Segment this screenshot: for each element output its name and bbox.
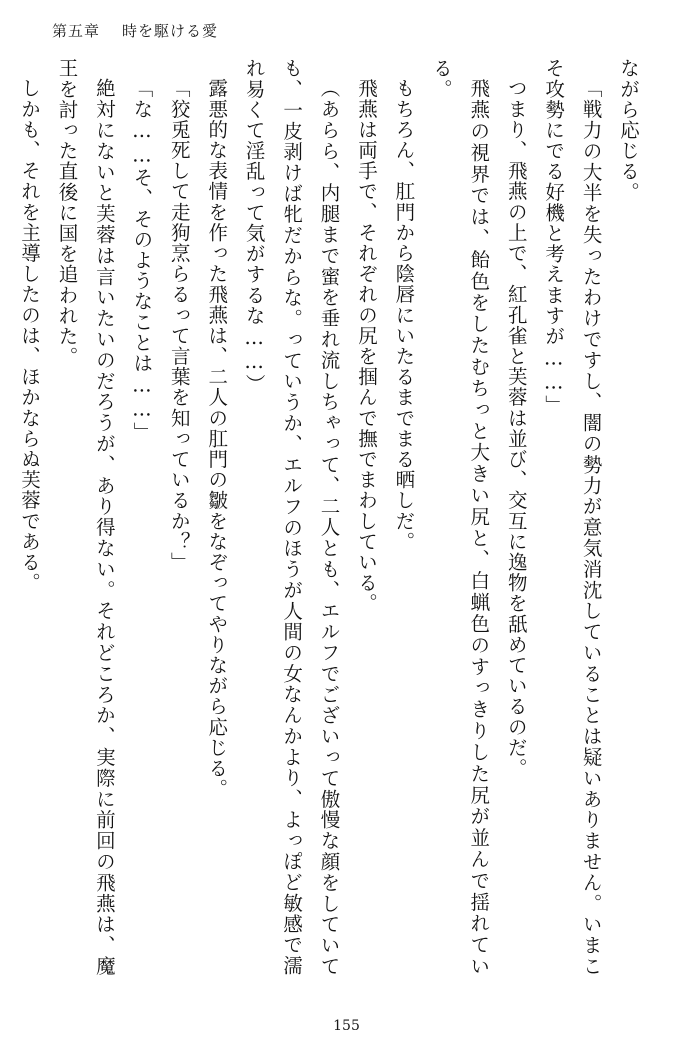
body-text	[18, 58, 647, 976]
paragraph: ながら応じる。	[617, 58, 640, 203]
paragraph: （あらら、内腿まで蜜を垂れ流しちゃって、二人とも、エルフでございって傲慢な顔をしていても、一皮剥けば牝だからな。っていうか、エルフのほうが人間の女なんかより、よっぽど敏感で濡れ易くて淫乱って気がするな……）	[242, 58, 341, 976]
chapter-title: 時を駆ける愛	[122, 21, 219, 40]
paragraph: もちろん、肛門から陰唇にいたるまでまる晒しだ。	[392, 77, 416, 552]
paragraph: 飛燕の視界では、飴色をしたむちっと大きい尻と、白蝋色のすっきりした尻が並んで揺れている。	[429, 58, 491, 976]
paragraph: 絶対にないと芙蓉は言いたいのだろうが、あり得ない。それどころか、実際に前回の飛燕は、魔王を討った直後に国を追われた。	[55, 58, 116, 976]
page-number: 155	[333, 1018, 360, 1034]
chapter-number: 第五章	[52, 21, 101, 40]
paragraph: 「狡兎死して走狗烹らるって言葉を知っているか？」	[167, 77, 191, 572]
page-header	[52, 16, 641, 44]
paragraph: つまり、飛燕の上で、紅孔雀と芙蓉は並び、交互に逸物を舐めているのだ。	[504, 77, 528, 778]
paragraph: 露悪的な表情を作った飛燕は、二人の肛門の皺をなぞってやりながら応じる。	[205, 77, 229, 799]
paragraph: 「な……そ、そのようなことは……」	[130, 77, 154, 442]
paragraph: 「戦力の大半を失ったわけですし、闇の勢力が意気消沈していることは疑いありません。いまこそ攻勢にでる好機と考えますが……」	[542, 58, 603, 976]
paragraph: 飛燕は両手で、それぞれの尻を掴んで撫でまわしている。	[354, 77, 378, 614]
paragraph: しかも、それを主導したのは、ほかならぬ芙蓉である。	[18, 77, 41, 593]
